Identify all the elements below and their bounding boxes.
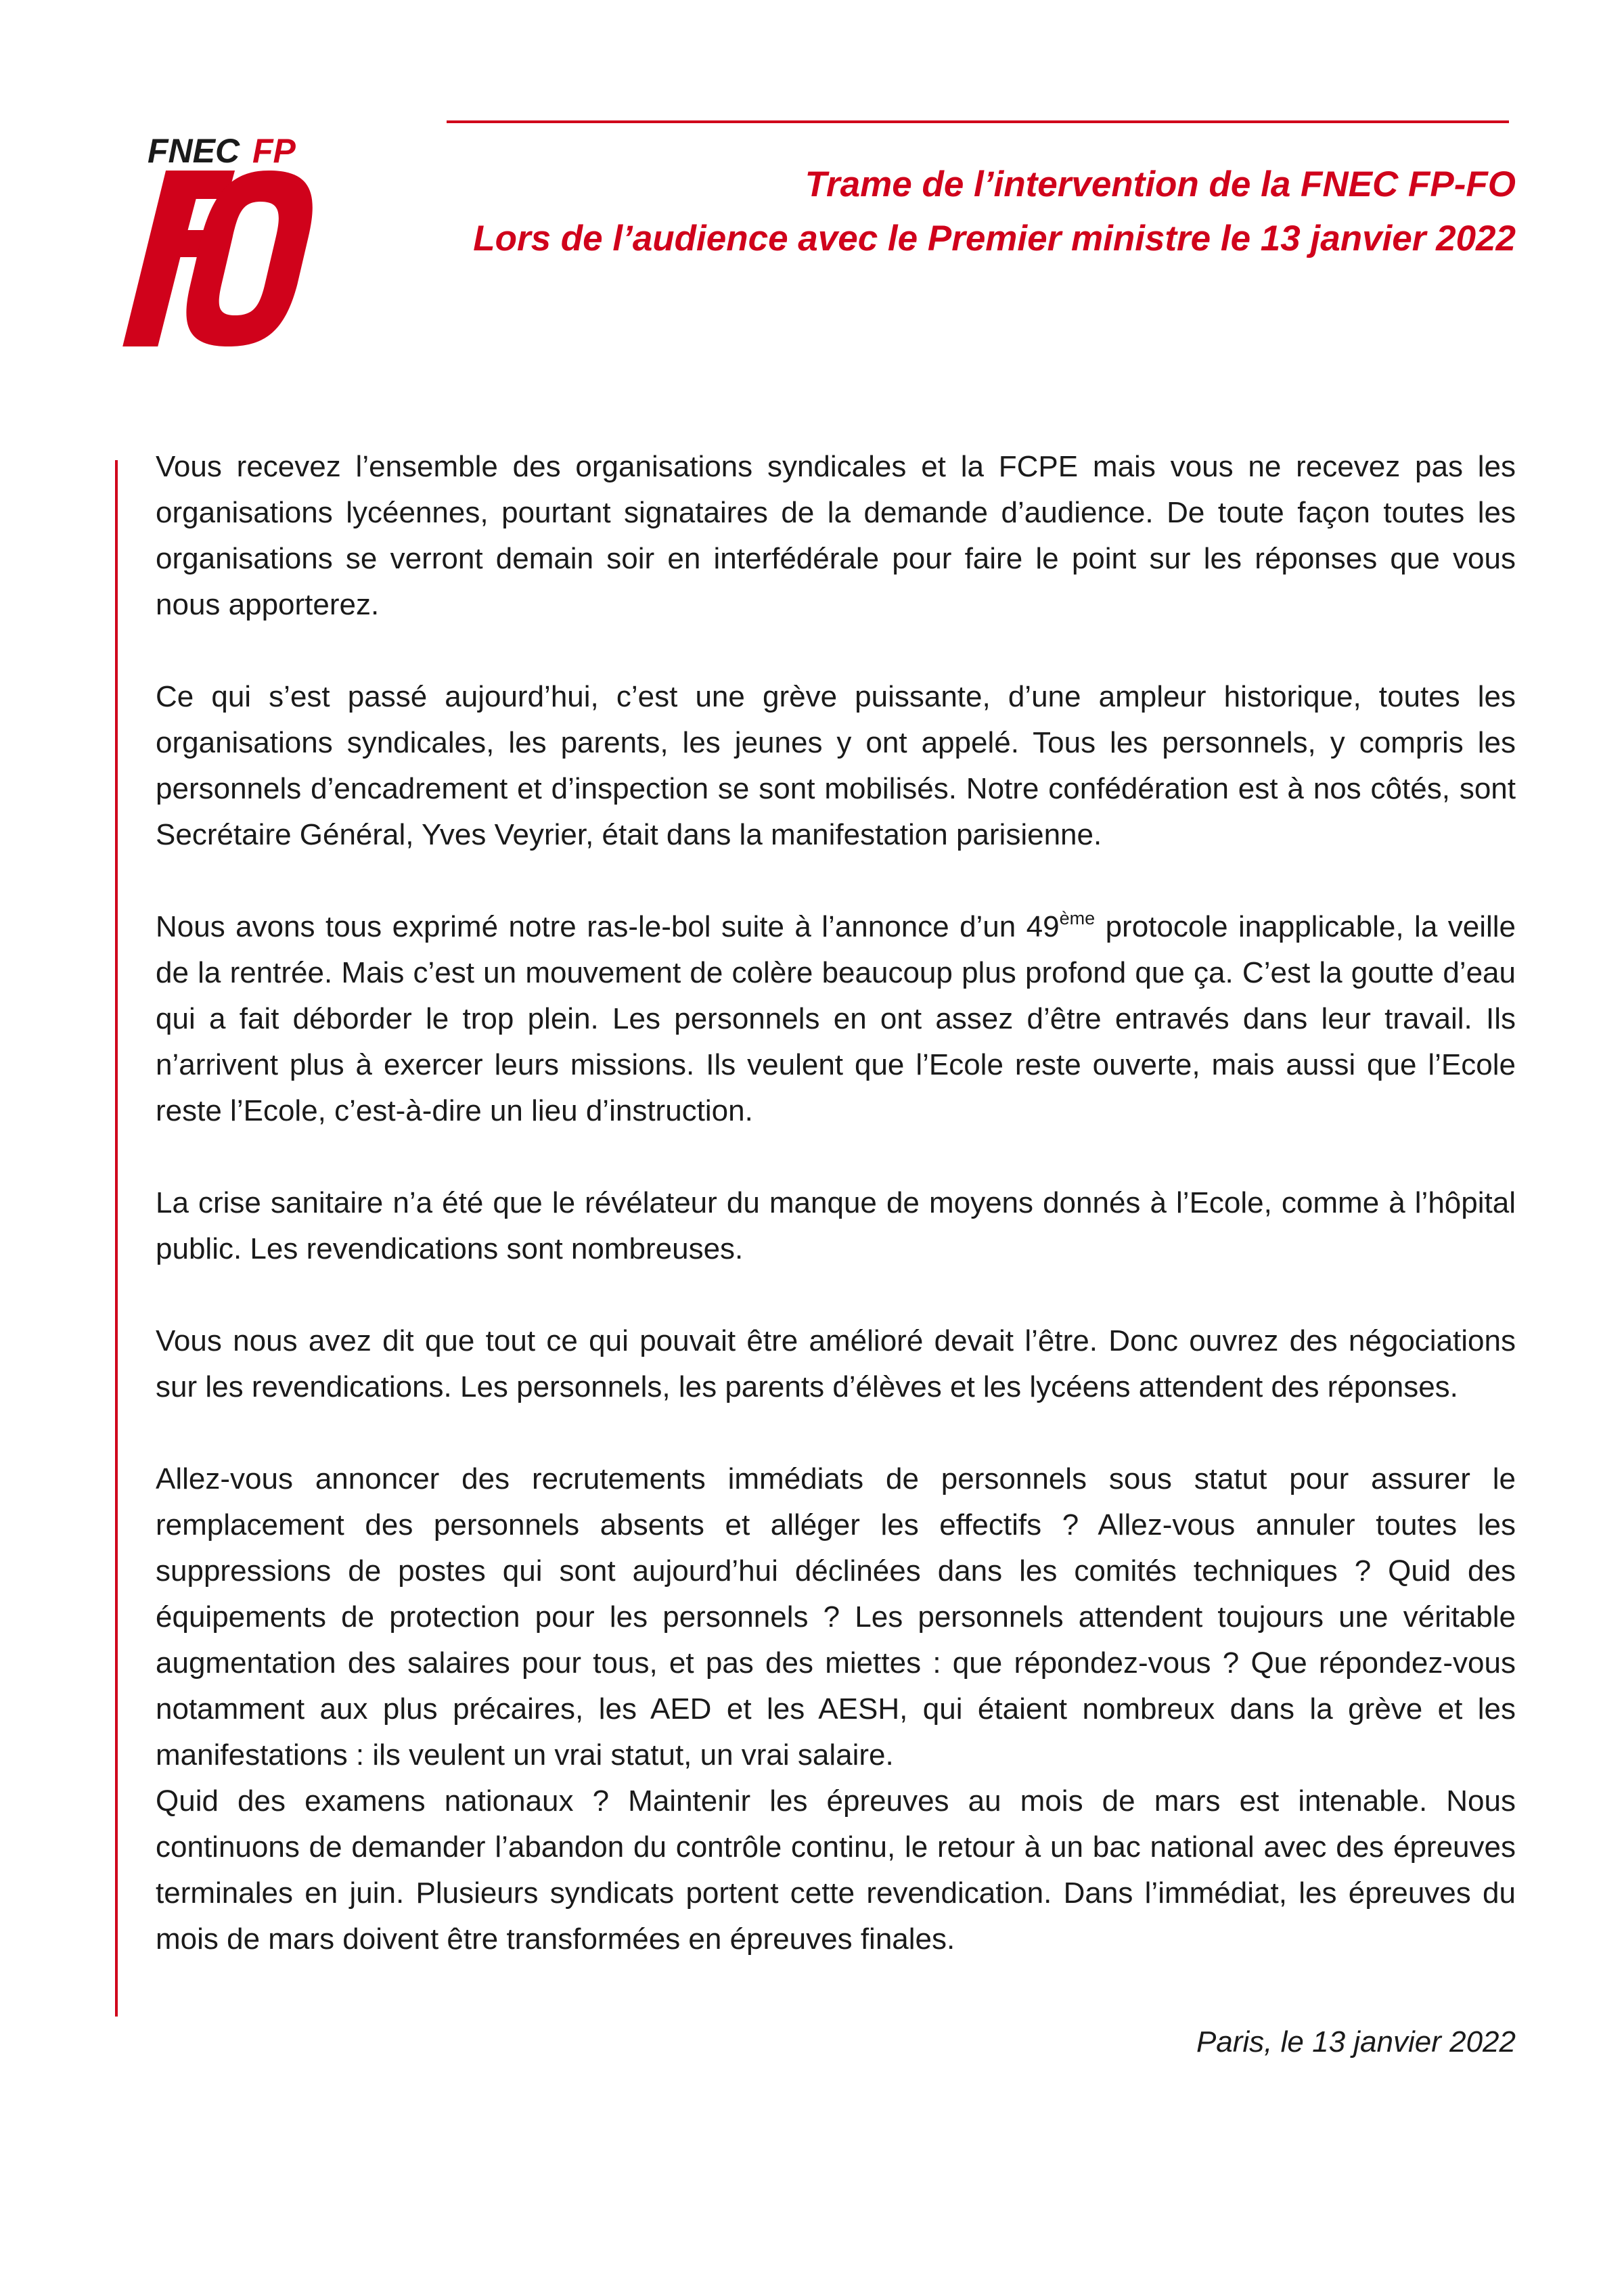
paragraph-1: Vous recevez l’ensemble des organisations syndicales et la FCPE mais vous ne recevez pas les organisations lycéennes, pourtant signataires de la demande d’audience. De toute façon toutes les organisations se verront demain soir en interfédérale pour faire le point sur les réponses que vous nous apporterez. xyxy=(156,450,1516,621)
paragraph-6: Allez-vous annoncer des recrutements immédiats de personnels sous statut pour assurer le remplacement des personnels absents et alléger les effectifs ? Allez-vous annuler toutes les suppressions de postes qui sont aujourd’hui déclinées dans les comités techniques ? Quid des équipements de protection pour les personnels ? Les personnels attendent toujours une véritable augmentation des salaires pour tous, et pas des miettes : que répondez-vous ? Que répondez-vous notamment aux plus précaires, les AED et les AESH, qui étaient nombreux dans la grève et les manifestations : ils veulent un vrai statut, un vrai salaire. xyxy=(156,1462,1516,1772)
logo-fnec-text: FNEC xyxy=(148,132,240,170)
header-rule xyxy=(447,120,1509,123)
paragraph-3-end: protocole inapplicable, la veille de la rentrée. Mais c’est un mouvement de colère beaucoup plus profond que ça. C’est la goutte d’eau qui a fait déborder le trop plein. Les personnels en ont assez d’être entravés dans leur travail. Ils n’arrivent plus à exercer leurs missions. Ils veulent que l’Ecole reste ouverte, mais aussi que l’Ecole reste l’Ecole, c’est-à-dire un lieu d’instruction. xyxy=(156,910,1516,1127)
header-title-line1: Trame de l’intervention de la FNEC FP-FO xyxy=(805,164,1516,204)
paragraph-3-start: Nous avons tous exprimé notre ras-le-bol suite à l’annonce d’un 49 xyxy=(156,910,1060,943)
signature-place-date: Paris, le 13 janvier 2022 xyxy=(1196,2025,1516,2058)
header-title-line2: Lors de l’audience avec le Premier ministre le 13 janvier 2022 xyxy=(473,219,1516,258)
fnec-fp-fo-logo xyxy=(114,129,344,359)
left-accent-rule xyxy=(115,460,118,2017)
paragraph-4: La crise sanitaire n’a été que le révélateur du manque de moyens donnés à l’Ecole, comme à l’hôpital public. Les revendications sont nombreuses. xyxy=(156,1186,1516,1265)
body-text xyxy=(156,444,1516,2008)
logo-fp-text: FP xyxy=(252,132,296,170)
paragraph-5: Vous nous avez dit que tout ce qui pouvait être amélioré devait l’être. Donc ouvrez des négociations sur les revendications. Les personnels, les parents d’élèves et les lycéens attendent des réponses. xyxy=(156,1324,1516,1403)
paragraph-3-superscript: ème xyxy=(1059,908,1096,928)
paragraph-3 xyxy=(156,904,1516,1134)
paragraph-7: Quid des examens nationaux ? Maintenir les épreuves au mois de mars est intenable. Nous continuons de demander l’abandon du contrôle continu, le retour à un bac national avec des épreuves terminales en juin. Plusieurs syndicats portent cette revendication. Dans l’immédiat, les épreuves du mois de mars doivent être transformées en épreuves finales. xyxy=(156,1784,1516,1956)
paragraph-2: Ce qui s’est passé aujourd’hui, c’est une grève puissante, d’une ampleur historique, toutes les organisations syndicales, les parents, les jeunes y ont appelé. Tous les personnels, y compris les personnels d’encadrement et d’inspection se sont mobilisés. Notre confédération est à nos côtés, sont Secrétaire Général, Yves Veyrier, était dans la manifestation parisienne. xyxy=(156,680,1516,851)
